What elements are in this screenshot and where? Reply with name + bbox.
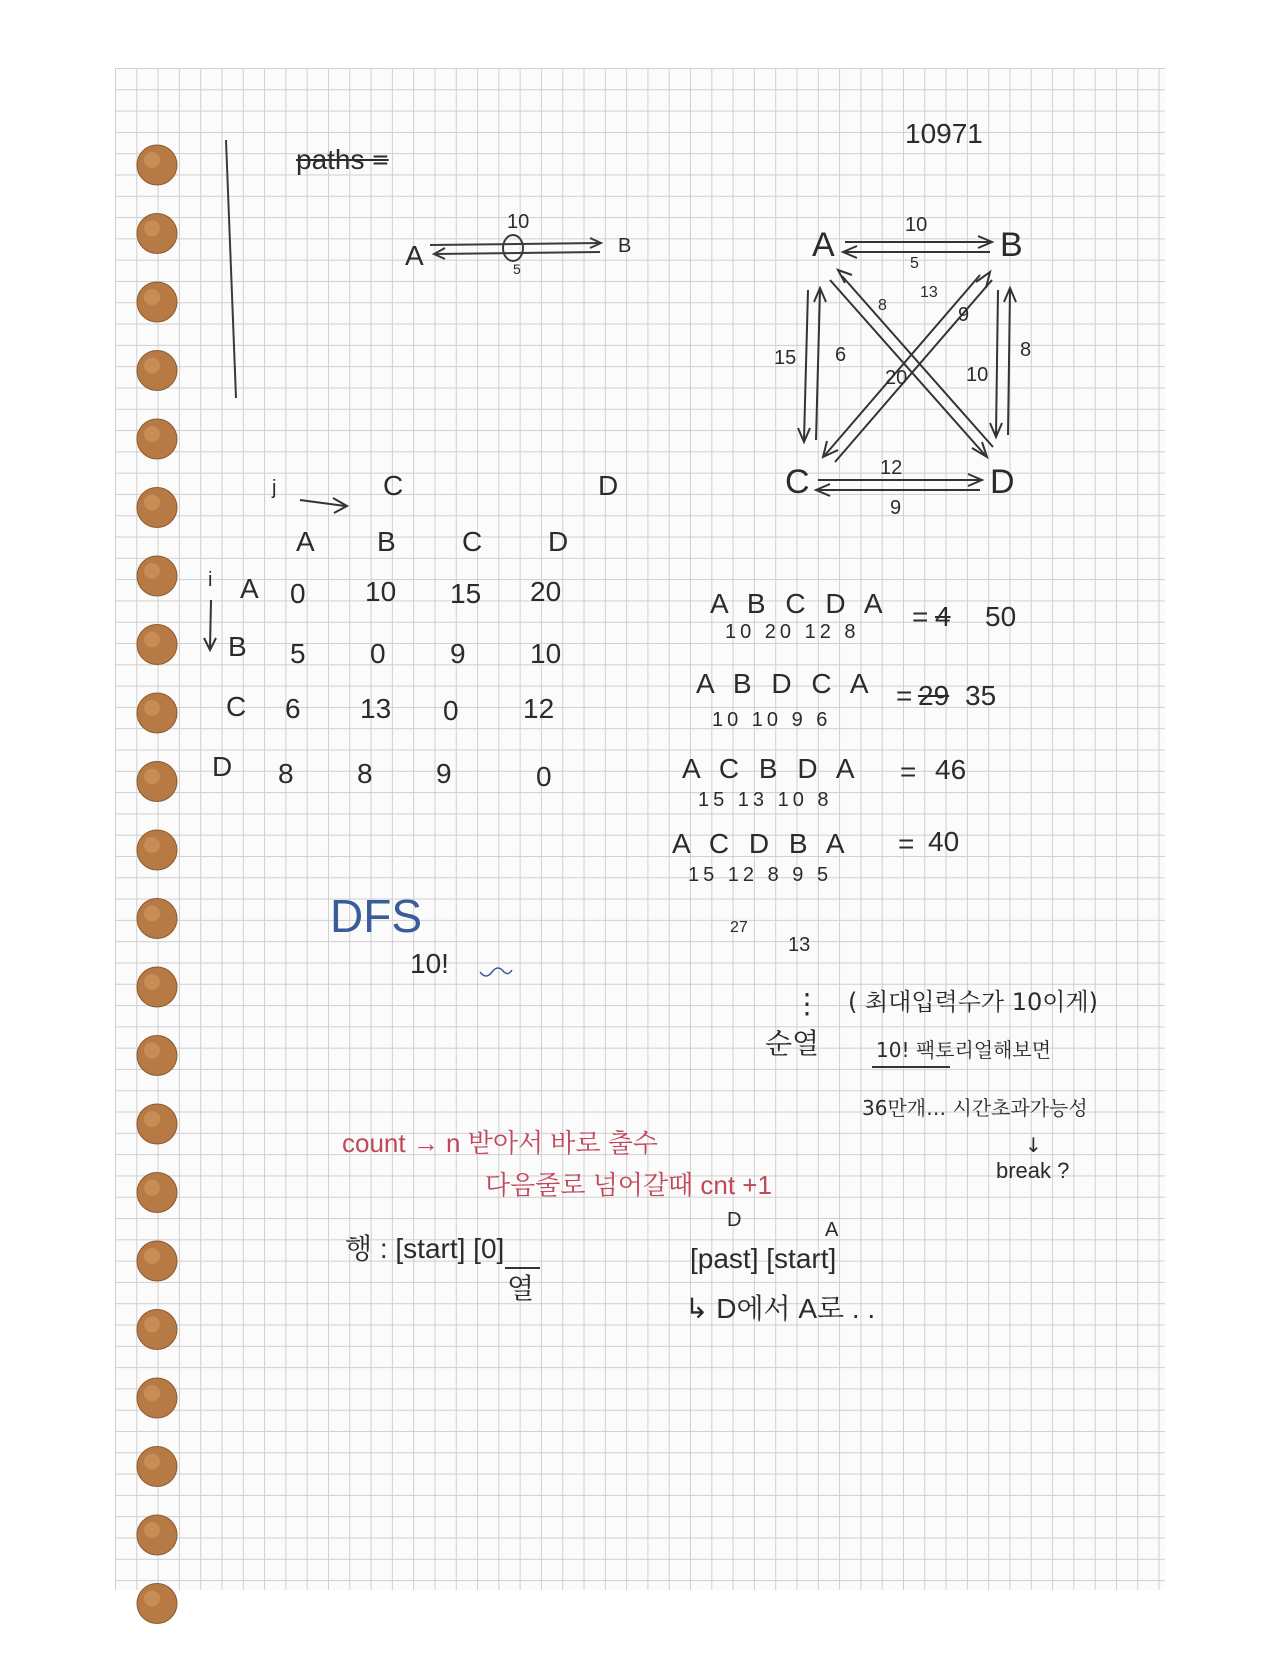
edge-weight: 20 <box>885 367 908 389</box>
dfs-factorial: 10! <box>410 948 449 979</box>
matrix-cell: 6 <box>285 693 301 724</box>
past-start-index: [past] [start] <box>690 1243 837 1274</box>
permutation-note-3: 36만개… 시간초과가능성 <box>862 1096 1088 1120</box>
matrix-row-header: D <box>212 751 233 782</box>
route-path: A C B D A <box>682 753 861 784</box>
dfs-label: DFS <box>330 890 422 942</box>
matrix-cell: 10 <box>530 638 562 669</box>
route-total: 35 <box>965 680 997 711</box>
start-node-label: A <box>825 1219 839 1241</box>
matrix-row-header: C <box>226 691 247 722</box>
matrix-cell: 9 <box>436 758 452 789</box>
matrix-cell: 0 <box>370 638 386 669</box>
matrix-col-header: B <box>377 526 396 557</box>
permutation-label: 순열 <box>765 1027 820 1060</box>
route-path: A B C D A <box>710 588 889 619</box>
route-total: 40 <box>928 826 960 857</box>
sketch-weight-bottom: 5 <box>513 261 521 277</box>
dots: ⋮ <box>793 988 821 1019</box>
paths-label: paths = <box>296 144 389 175</box>
route-path: A C D B A <box>672 828 851 859</box>
graph-node-a: A <box>812 226 835 264</box>
edge-weight: 8 <box>1020 339 1032 361</box>
matrix-row-header: A <box>240 573 259 604</box>
sketch-node-b: B <box>618 235 632 257</box>
matrix-cell: 9 <box>450 638 466 669</box>
route-eq: = <box>900 756 917 787</box>
graph-node-c: C <box>785 463 810 501</box>
break-label: break ? <box>996 1158 1070 1183</box>
route-weights: 15 12 8 9 5 <box>688 864 833 886</box>
route-crossed: 4 <box>935 601 951 632</box>
route-weights: 10 10 9 6 <box>712 709 832 731</box>
matrix-cell: 15 <box>450 578 482 609</box>
edge-weight: 12 <box>880 457 903 479</box>
route-crossed: 29 <box>918 680 950 711</box>
matrix-col-header: A <box>296 526 315 557</box>
matrix-cell: 12 <box>523 693 555 724</box>
axis-i-label: i <box>208 569 213 591</box>
route-eq: = <box>898 828 915 859</box>
route-weights: 10 20 12 8 <box>725 621 860 643</box>
matrix-cell: 0 <box>443 695 459 726</box>
count-note-line2: 다음줄로 넘어갈때 cnt +1 <box>485 1170 772 1200</box>
edge-weight: 15 <box>774 347 797 369</box>
edge-weight: 9 <box>958 304 970 326</box>
edge-weight: 9 <box>890 497 902 519</box>
edge-weight: 10 <box>905 214 928 236</box>
row-index-label: 행 : [start] [0] <box>345 1233 505 1264</box>
permutation-note-1: ( 최대입력수가 10이게) <box>848 988 1098 1016</box>
scratch-27: 27 <box>730 919 748 936</box>
down-arrow: ↓ <box>1025 1133 1042 1157</box>
matrix-cell: 20 <box>530 576 562 607</box>
stray-col-d: D <box>598 470 619 501</box>
route-eq: = <box>896 680 913 711</box>
matrix-cell: 5 <box>290 638 306 669</box>
matrix-cell: 10 <box>365 576 397 607</box>
count-note-line1: count → n 받아서 바로 출수 <box>342 1128 658 1158</box>
matrix-cell: 0 <box>536 761 552 792</box>
axis-j-label: j <box>272 477 277 499</box>
matrix-col-header: D <box>548 526 569 557</box>
edge-weight: 6 <box>835 344 847 366</box>
route-weights: 15 13 10 8 <box>698 789 833 811</box>
d-to-a-note: ↳ D에서 A로 . . <box>685 1293 876 1324</box>
edge-weight: 8 <box>878 297 887 314</box>
stray-col-c: C <box>383 470 404 501</box>
past-node-label: D <box>727 1209 742 1231</box>
route-eq: = <box>912 601 929 632</box>
matrix-col-header: C <box>462 526 483 557</box>
matrix-cell: 8 <box>357 758 373 789</box>
scratch-13: 13 <box>788 934 811 956</box>
sketch-weight-top: 10 <box>507 211 530 233</box>
graph-node-d: D <box>990 463 1015 501</box>
permutation-note-2: 10! 팩토리얼해보면 <box>876 1038 1052 1062</box>
matrix-cell: 0 <box>290 578 306 609</box>
edge-weight: 13 <box>920 284 938 301</box>
sketch-node-a: A <box>405 240 424 271</box>
matrix-cell: 13 <box>360 693 392 724</box>
route-path: A B D C A <box>696 668 875 699</box>
route-total: 46 <box>935 754 967 785</box>
matrix-row-header: B <box>228 631 247 662</box>
edge-weight: 10 <box>966 364 989 386</box>
graph-node-b: B <box>1000 226 1023 264</box>
edge-weight: 5 <box>910 255 919 272</box>
route-total: 50 <box>985 601 1017 632</box>
matrix-cell: 8 <box>278 758 294 789</box>
problem-number: 10971 <box>905 118 983 149</box>
col-index-label: 열 <box>507 1272 535 1305</box>
